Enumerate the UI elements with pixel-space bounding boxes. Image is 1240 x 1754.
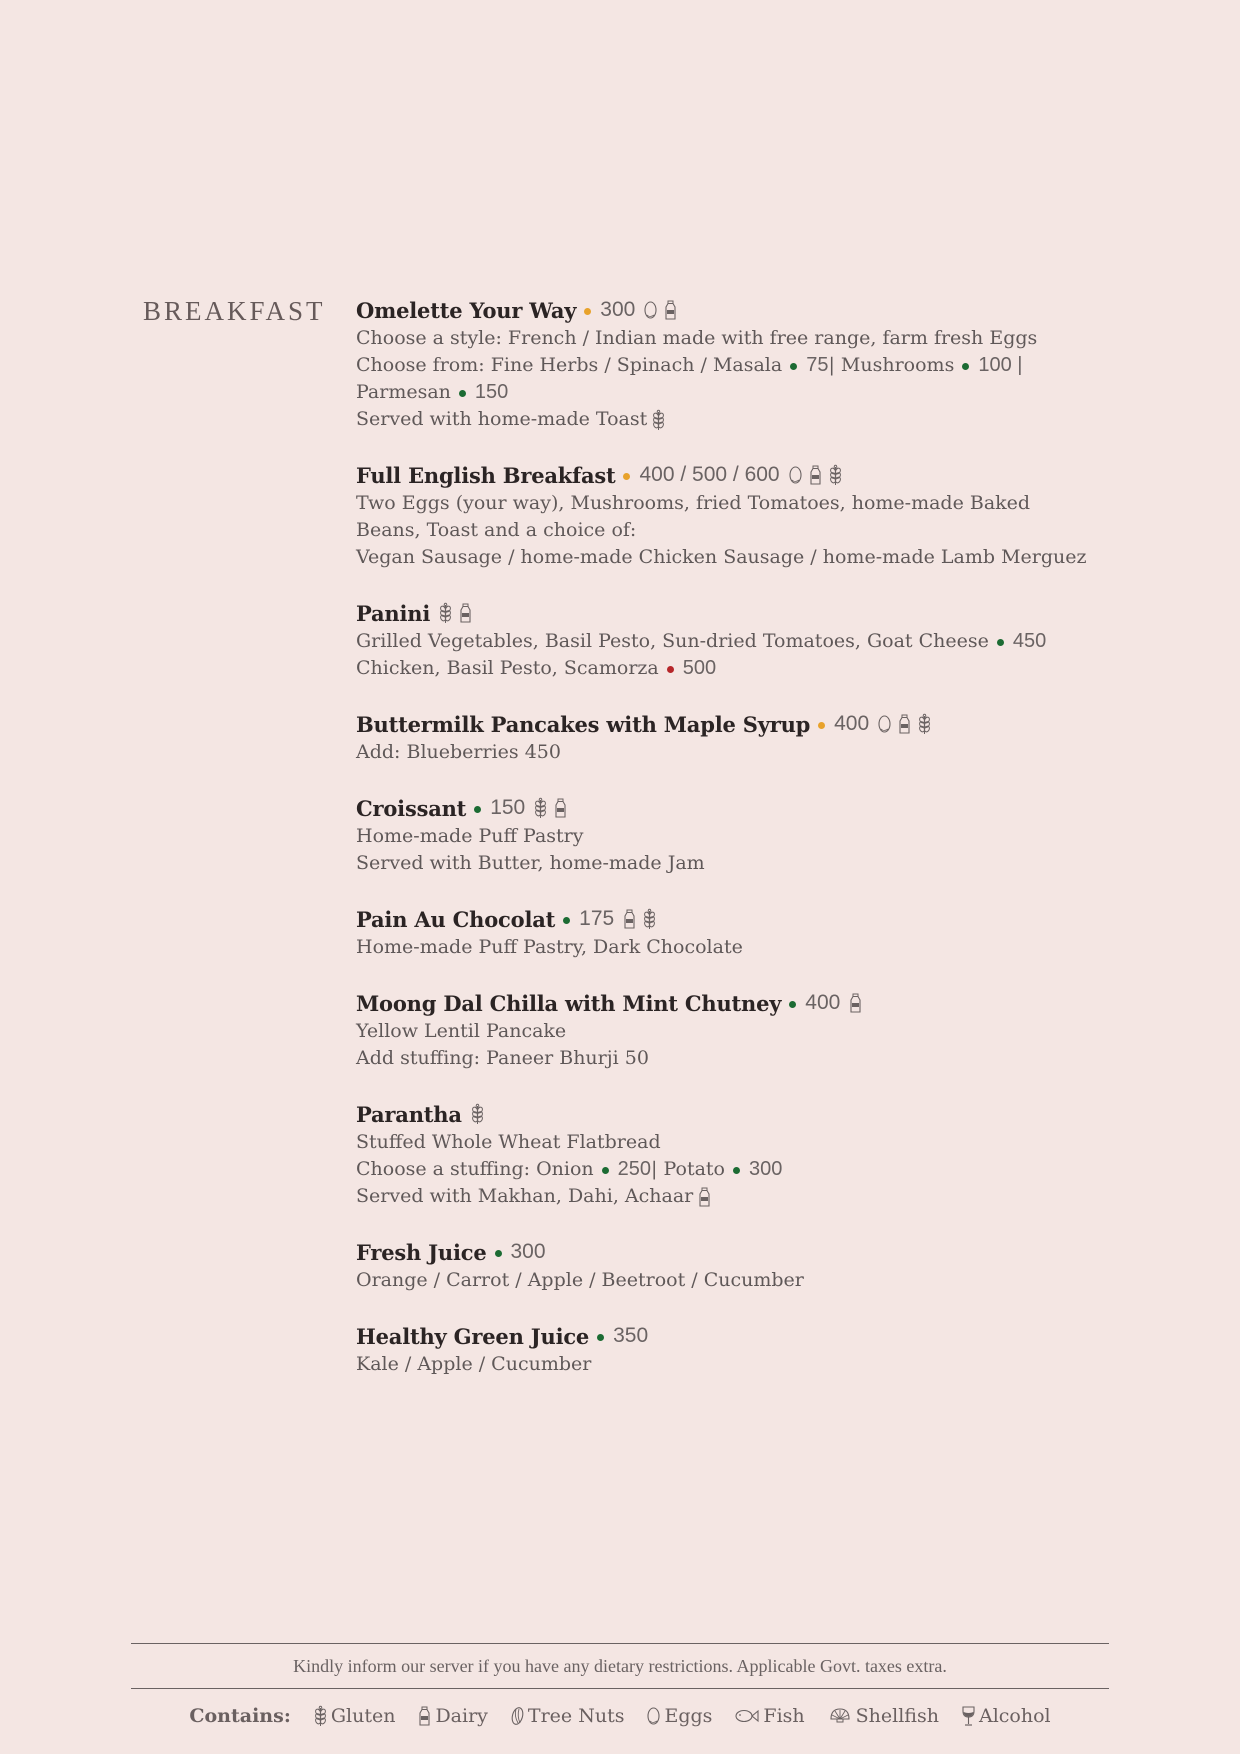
description-text: Kale / Apple / Cucumber bbox=[356, 1353, 592, 1375]
legend-label-text: Shellfish bbox=[855, 1705, 939, 1727]
item-description bbox=[356, 352, 1116, 379]
dairy-icon bbox=[808, 464, 823, 486]
item-description bbox=[356, 1156, 1116, 1183]
item-name: Pain Au Chocolat bbox=[356, 906, 556, 932]
menu-item bbox=[356, 460, 1116, 571]
legend-item-tree-nuts bbox=[510, 1705, 625, 1727]
allergen-icons bbox=[651, 409, 666, 431]
dietary-notice: Kindly inform our server if you have any dietary restrictions. Applicable Govt. taxes extra. bbox=[293, 1656, 947, 1676]
item-description bbox=[356, 739, 1116, 766]
dairy-icon bbox=[897, 713, 912, 735]
item-name: Croissant bbox=[356, 795, 467, 821]
item-name: Fresh Juice bbox=[356, 1239, 487, 1265]
description-text: Orange / Carrot / Apple / Beetroot / Cucumber bbox=[356, 1269, 804, 1291]
tree-nuts-icon bbox=[510, 1705, 525, 1727]
veg-indicator-dot bbox=[474, 806, 481, 813]
option-price: 150 bbox=[474, 381, 509, 403]
allergen-icons bbox=[697, 1186, 712, 1208]
legend-item-gluten bbox=[313, 1705, 396, 1727]
description-text: Add stuffing: Paneer Bhurji 50 bbox=[356, 1047, 649, 1069]
gluten-icon bbox=[828, 464, 843, 486]
description-text: Yellow Lentil Pancake bbox=[356, 1020, 567, 1042]
legend-label-text: Dairy bbox=[435, 1705, 488, 1727]
menu-item-header bbox=[356, 460, 1116, 490]
menu-item-header bbox=[356, 793, 1116, 823]
menu-item bbox=[356, 1237, 1116, 1294]
gluten-icon bbox=[533, 797, 548, 819]
item-name: Omelette Your Way bbox=[356, 297, 577, 323]
gluten-icon bbox=[470, 1103, 485, 1125]
description-text: | Mushrooms bbox=[828, 354, 955, 376]
item-name: Buttermilk Pancakes with Maple Syrup bbox=[356, 711, 811, 737]
option-price: 500 bbox=[682, 657, 717, 679]
menu-item bbox=[356, 1321, 1116, 1378]
veg-indicator-dot bbox=[790, 363, 797, 370]
option-price: 450 bbox=[1012, 630, 1047, 652]
item-description bbox=[356, 544, 1116, 571]
item-description bbox=[356, 325, 1116, 352]
item-name: Moong Dal Chilla with Mint Chutney bbox=[356, 990, 782, 1016]
item-description bbox=[356, 1183, 1116, 1210]
item-description bbox=[356, 406, 1116, 433]
dairy-icon bbox=[663, 299, 678, 321]
allergen-icons bbox=[470, 1103, 485, 1125]
legend-label-text: Tree Nuts bbox=[527, 1705, 625, 1727]
description-text: Chicken, Basil Pesto, Scamorza bbox=[356, 657, 659, 679]
item-name: Full English Breakfast bbox=[356, 462, 616, 488]
description-text: Served with home-made Toast bbox=[356, 408, 648, 430]
item-price: 400 / 500 / 600 bbox=[639, 463, 780, 486]
menu-item-header bbox=[356, 709, 1116, 739]
description-text: Vegan Sausage / home-made Chicken Sausage / home-made Lamb Merguez bbox=[356, 546, 1087, 568]
gluten-icon bbox=[917, 713, 932, 735]
option-price: 300 bbox=[748, 1158, 783, 1180]
menu-item-header bbox=[356, 598, 1116, 628]
legend-label: Contains: bbox=[189, 1705, 291, 1727]
alcohol-icon bbox=[961, 1705, 976, 1727]
menu-item bbox=[356, 904, 1116, 961]
egg-icon bbox=[643, 299, 658, 321]
menu-item-header bbox=[356, 295, 1116, 325]
description-text: Parmesan bbox=[356, 381, 451, 403]
veg-indicator-dot bbox=[602, 1167, 609, 1174]
menu-item-header bbox=[356, 1099, 1116, 1129]
allergen-icons bbox=[788, 464, 843, 486]
item-name: Parantha bbox=[356, 1101, 462, 1127]
veg-indicator-dot bbox=[962, 363, 969, 370]
item-price: 300 bbox=[600, 298, 636, 321]
section-title: BREAKFAST bbox=[143, 296, 326, 326]
description-text: Add: Blueberries 450 bbox=[356, 741, 561, 763]
menu-item-header bbox=[356, 1237, 1116, 1267]
option-price: 250 bbox=[617, 1158, 652, 1180]
description-text: Served with Makhan, Dahi, Achaar bbox=[356, 1185, 694, 1207]
dairy-icon bbox=[458, 602, 473, 624]
dairy-icon bbox=[553, 797, 568, 819]
veg-indicator-dot bbox=[733, 1167, 740, 1174]
item-description bbox=[356, 1129, 1116, 1156]
veg-indicator-dot bbox=[997, 639, 1004, 646]
veg-indicator-dot bbox=[789, 1001, 796, 1008]
menu-list bbox=[356, 295, 1116, 1405]
menu-item bbox=[356, 1099, 1116, 1210]
item-description bbox=[356, 517, 1116, 544]
menu-item-header bbox=[356, 904, 1116, 934]
egg-icon bbox=[646, 1705, 661, 1727]
legend-label-text: Fish bbox=[763, 1705, 805, 1727]
item-description bbox=[356, 628, 1116, 655]
menu-item bbox=[356, 793, 1116, 877]
gluten-icon bbox=[438, 602, 453, 624]
dairy-icon bbox=[622, 908, 637, 930]
item-price: 175 bbox=[579, 907, 615, 930]
item-price: 350 bbox=[613, 1324, 649, 1347]
option-price: 75 bbox=[806, 354, 829, 376]
description-text: Grilled Vegetables, Basil Pesto, Sun-dried Tomatoes, Goat Cheese bbox=[356, 630, 989, 652]
menu-item-header bbox=[356, 1321, 1116, 1351]
legend-label-text: Alcohol bbox=[978, 1705, 1051, 1727]
description-text: Beans, Toast and a choice of: bbox=[356, 519, 637, 541]
item-description bbox=[356, 490, 1116, 517]
veg-indicator-dot bbox=[459, 390, 466, 397]
dairy-icon bbox=[848, 992, 863, 1014]
egg-indicator-dot bbox=[584, 308, 591, 315]
description-text: | Potato bbox=[651, 1158, 725, 1180]
legend-item-fish bbox=[734, 1705, 804, 1727]
description-text: Served with Butter, home-made Jam bbox=[356, 852, 705, 874]
veg-indicator-dot bbox=[495, 1250, 502, 1257]
egg-icon bbox=[877, 713, 892, 735]
description-text: Home-made Puff Pastry, Dark Chocolate bbox=[356, 936, 743, 958]
allergen-icons bbox=[533, 797, 568, 819]
item-description bbox=[356, 1045, 1116, 1072]
item-price: 400 bbox=[805, 991, 841, 1014]
gluten-icon bbox=[642, 908, 657, 930]
egg-indicator-dot bbox=[818, 722, 825, 729]
item-description bbox=[356, 655, 1116, 682]
egg-indicator-dot bbox=[623, 473, 630, 480]
legend-item-dairy bbox=[417, 1705, 487, 1727]
description-text: Two Eggs (your way), Mushrooms, fried Tomatoes, home-made Baked bbox=[356, 492, 1031, 514]
item-name: Panini bbox=[356, 600, 431, 626]
non-veg-indicator-dot bbox=[667, 666, 674, 673]
legend-item-eggs bbox=[646, 1705, 712, 1727]
description-text: Stuffed Whole Wheat Flatbread bbox=[356, 1131, 661, 1153]
item-description bbox=[356, 379, 1116, 406]
item-price: 400 bbox=[834, 712, 870, 735]
description-text: Choose from: Fine Herbs / Spinach / Masala bbox=[356, 354, 783, 376]
description-text: Choose a style: French / Indian made with free range, farm fresh Eggs bbox=[356, 327, 1038, 349]
menu-item bbox=[356, 988, 1116, 1072]
item-name: Healthy Green Juice bbox=[356, 1323, 590, 1349]
menu-item bbox=[356, 295, 1116, 433]
dairy-icon bbox=[417, 1705, 432, 1727]
allergen-legend bbox=[131, 1689, 1109, 1743]
item-description bbox=[356, 1351, 1116, 1378]
menu-item bbox=[356, 709, 1116, 766]
option-price: 100 | bbox=[978, 354, 1023, 376]
item-description bbox=[356, 850, 1116, 877]
gluten-icon bbox=[651, 409, 666, 431]
item-description bbox=[356, 934, 1116, 961]
legend-label-text: Gluten bbox=[330, 1705, 396, 1727]
description-text: Choose a stuffing: Onion bbox=[356, 1158, 594, 1180]
gluten-icon bbox=[313, 1705, 328, 1727]
item-description bbox=[356, 1018, 1116, 1045]
allergen-icons bbox=[622, 908, 657, 930]
dairy-icon bbox=[697, 1186, 712, 1208]
menu-item bbox=[356, 598, 1116, 682]
allergen-icons bbox=[643, 299, 678, 321]
description-text: Home-made Puff Pastry bbox=[356, 825, 584, 847]
legend-item-shellfish bbox=[827, 1705, 939, 1727]
item-description bbox=[356, 823, 1116, 850]
item-price: 300 bbox=[510, 1240, 546, 1263]
legend-item-alcohol bbox=[961, 1705, 1051, 1727]
egg-icon bbox=[788, 464, 803, 486]
item-description bbox=[356, 1267, 1116, 1294]
fish-icon bbox=[734, 1705, 760, 1727]
veg-indicator-dot bbox=[563, 917, 570, 924]
shellfish-icon bbox=[827, 1705, 853, 1727]
item-price: 150 bbox=[490, 796, 526, 819]
legend-label-text: Eggs bbox=[664, 1705, 713, 1727]
veg-indicator-dot bbox=[597, 1334, 604, 1341]
allergen-icons bbox=[848, 992, 863, 1014]
allergen-icons bbox=[438, 602, 473, 624]
menu-item-header bbox=[356, 988, 1116, 1018]
allergen-icons bbox=[877, 713, 932, 735]
footer bbox=[131, 1643, 1109, 1743]
